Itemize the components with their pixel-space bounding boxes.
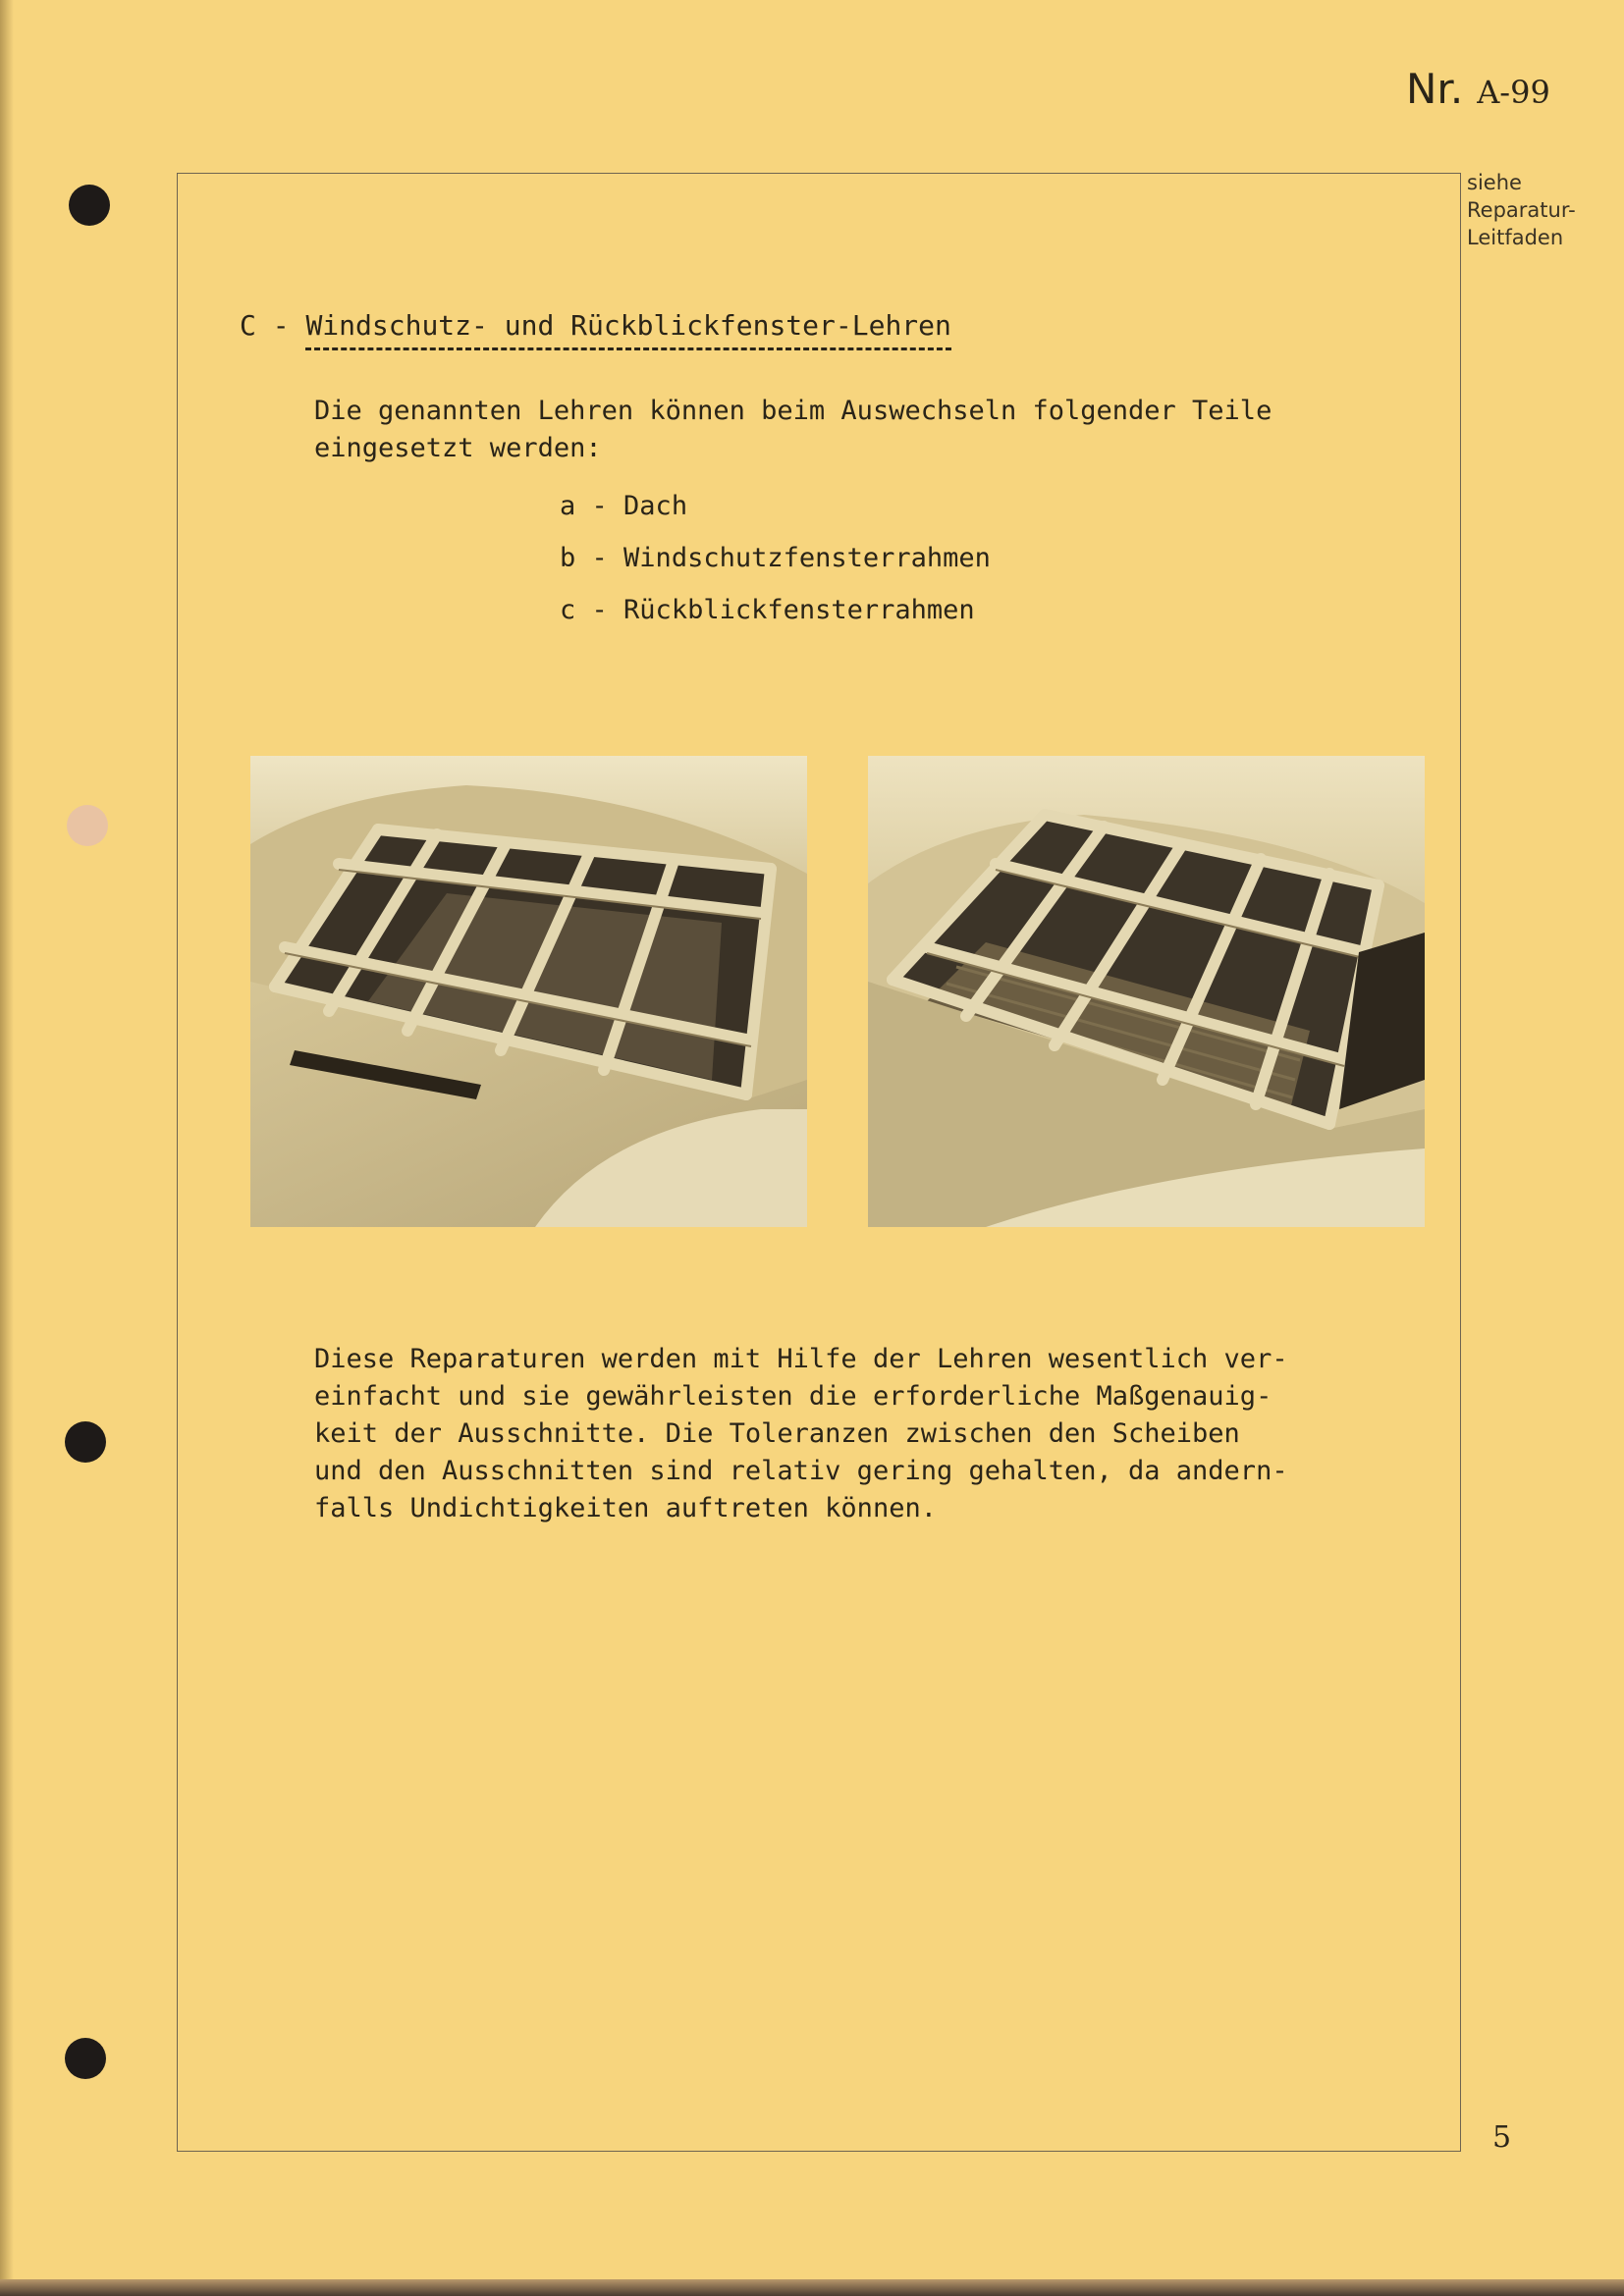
section-letter: C - (240, 309, 290, 342)
document-number-value: A-99 (1477, 74, 1550, 111)
punch-hole-icon (65, 1421, 106, 1463)
section-heading (240, 306, 951, 350)
body-line: einfacht und sie gewährleisten die erforderliche Maßgenauig- (314, 1381, 1272, 1412)
body-line: Diese Reparaturen werden mit Hilfe der Lehren wesentlich ver- (314, 1344, 1288, 1374)
intro-line: eingesetzt werden: (314, 433, 602, 463)
margin-note-line: siehe (1467, 171, 1522, 194)
section-title: Windschutz- und Rückblickfenster-Lehren (305, 306, 950, 350)
margin-note-line: Reparatur- (1467, 198, 1576, 222)
punch-hole-icon (67, 805, 108, 846)
rear-window-gauge-photo (868, 756, 1425, 1227)
list-item-key: a (560, 491, 576, 521)
body-line: keit der Ausschnitte. Die Toleranzen zwischen den Scheiben (314, 1418, 1240, 1449)
page-number: 5 (1492, 2120, 1512, 2155)
punch-hole-icon (65, 2038, 106, 2079)
list-item: c - Rückblickfensterrahmen (560, 595, 975, 625)
page-edge-shadow (0, 0, 14, 2296)
margin-note-line: Leitfaden (1467, 226, 1564, 249)
body-line: und den Ausschnitten sind relativ gering gehalten, da andern- (314, 1456, 1288, 1486)
body-paragraph (314, 1341, 1424, 1527)
list-item-key: c (560, 595, 576, 625)
document-number (1406, 65, 1550, 113)
list-item-label: Windschutzfensterrahmen (623, 543, 991, 573)
list-item-key: b (560, 543, 576, 573)
body-line: falls Undichtigkeiten auftreten können. (314, 1493, 937, 1523)
list-item-label: Rückblickfensterrahmen (623, 595, 975, 625)
document-number-prefix: Nr. (1406, 65, 1464, 113)
windshield-gauge-photo (250, 756, 807, 1227)
list-item: b - Windschutzfensterrahmen (560, 543, 991, 573)
intro-line: Die genannten Lehren können beim Auswechseln folgender Teile (314, 396, 1272, 426)
punch-hole-icon (69, 185, 110, 226)
list-item-label: Dach (623, 491, 688, 521)
intro-paragraph (314, 393, 1414, 467)
parts-list (560, 487, 991, 643)
margin-reference-note (1467, 169, 1614, 251)
list-item: a - Dach (560, 491, 688, 521)
page-bottom-edge (0, 2279, 1624, 2296)
